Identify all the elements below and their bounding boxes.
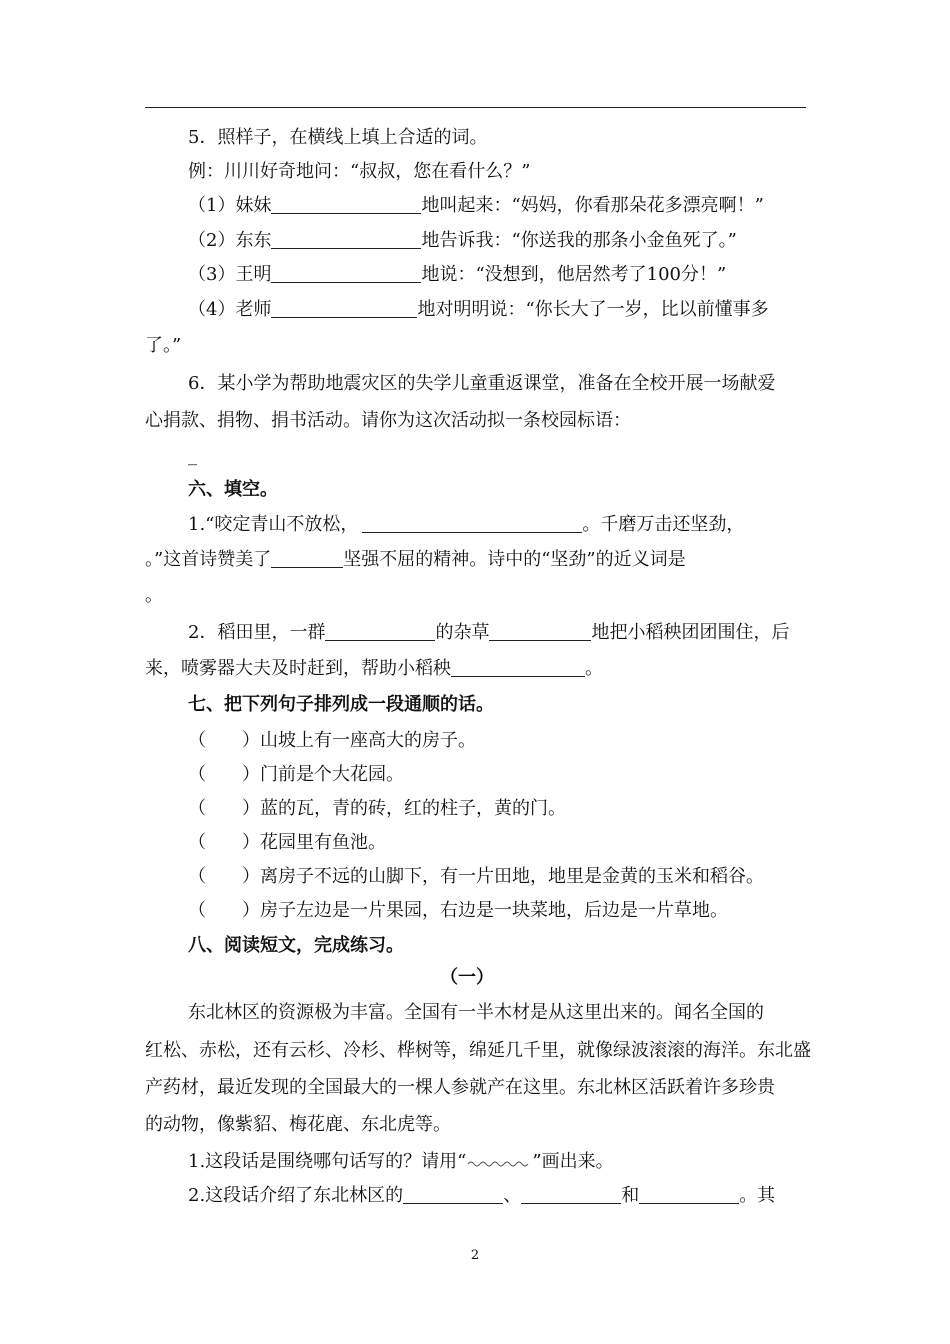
answer-blank[interactable] — [271, 195, 421, 214]
sec6-q1-line-2: 。”这首诗赞美了 坚强不屈的精神。诗中的“坚劲”的近义词是 — [145, 549, 686, 570]
order-item: （ ）离房子不远的山脚下，有一片田地，地里是金黄的玉米和稻谷。 — [188, 866, 764, 887]
answer-blank[interactable] — [271, 299, 417, 318]
section-6-heading: 六、填空。 — [188, 479, 278, 500]
answer-blank[interactable] — [271, 230, 421, 249]
order-paren[interactable]: （ ） — [188, 866, 260, 887]
answer-blank[interactable] — [325, 622, 435, 641]
answer-blank[interactable] — [362, 514, 582, 533]
answer-blank[interactable] — [489, 622, 591, 641]
header-rule — [145, 107, 806, 108]
passage-line-1: 东北林区的资源极为丰富。全国有一半木材是从这里出来的。闻名全国的 — [188, 1002, 764, 1023]
page-number: 2 — [470, 1248, 480, 1263]
q5-example: 例：川川好奇地问：“叔叔，您在看什么？” — [188, 161, 531, 182]
answer-blank[interactable] — [271, 549, 343, 568]
reading-q2: 2.这段话介绍了东北林区的 、 和 。其 — [188, 1185, 776, 1206]
passage-line-3: 产药材，最近发现的全国最大的一棵人参就产在这里。东北林区活跃着许多珍贵 — [145, 1077, 775, 1098]
answer-blank[interactable] — [451, 658, 585, 677]
sec6-q2-line-2: 来，喷雾器大夫及时赶到，帮助小稻秧 。 — [145, 658, 603, 679]
order-paren[interactable]: （ ） — [188, 764, 260, 785]
q6-line-1: 6．某小学为帮助地震灾区的失学儿童重返课堂，准备在全校开展一场献爱 — [188, 373, 776, 394]
q5-item-4: （4）老师 地对明明说：“你长大了一岁，比以前懂事多 — [188, 299, 769, 320]
q5-item-2: （2）东东 地告诉我：“你送我的那条小金鱼死了。” — [188, 230, 737, 251]
section-7-heading: 七、把下列句子排列成一段通顺的话。 — [188, 694, 494, 715]
q5-item-4-cont: 了。” — [145, 335, 182, 356]
order-item: （ ）花园里有鱼池。 — [188, 832, 386, 853]
order-paren[interactable]: （ ） — [188, 832, 260, 853]
order-item: （ ）山坡上有一座高大的房子。 — [188, 730, 476, 751]
passage-number: （一） — [440, 967, 494, 988]
passage-line-4: 的动物，像紫貂、梅花鹿、东北虎等。 — [145, 1114, 451, 1135]
section-8-heading: 八、阅读短文，完成练习。 — [188, 935, 404, 956]
reading-q1: 1.这段话是围绕哪句话写的？请用“ ”画出来。 — [188, 1151, 614, 1172]
answer-blank[interactable] — [521, 1185, 621, 1204]
q5-title: 5．照样子，在横线上填上合适的词。 — [188, 127, 488, 148]
wavy-underline-icon — [466, 1155, 532, 1169]
q5-item-3: （3）王明 地说：“没想到，他居然考了100分！” — [188, 264, 727, 285]
passage-line-2: 红松、赤松，还有云杉、冷杉、桦树等，绵延几千里，就像绿波滚滚的海洋。东北盛 — [145, 1040, 811, 1061]
answer-blank[interactable] — [403, 1185, 503, 1204]
order-item: （ ）门前是个大花园。 — [188, 764, 404, 785]
answer-blank[interactable] — [271, 264, 421, 283]
answer-blank[interactable] — [639, 1185, 739, 1204]
order-paren[interactable]: （ ） — [188, 900, 260, 921]
q6-line-2: 心捐款、捐物、捐书活动。请你为这次活动拟一条校园标语： — [145, 410, 631, 431]
q6-answer-line[interactable]: _ — [188, 445, 197, 466]
sec6-q1-line-1: 1.“咬定青山不放松， 。千磨万击还坚劲， — [188, 514, 745, 535]
sec6-q1-line-3: 。 — [145, 585, 163, 606]
order-paren[interactable]: （ ） — [188, 730, 260, 751]
order-item: （ ）蓝的瓦，青的砖，红的柱子，黄的门。 — [188, 798, 566, 819]
order-item: （ ）房子左边是一片果园，右边是一块菜地，后边是一片草地。 — [188, 900, 728, 921]
sec6-q2-line-1: 2．稻田里，一群 的杂草 地把小稻秧团团围住，后 — [188, 622, 790, 643]
q5-item-1: （1）妹妹 地叫起来：“妈妈，你看那朵花多漂亮啊！” — [188, 195, 764, 216]
order-paren[interactable]: （ ） — [188, 798, 260, 819]
